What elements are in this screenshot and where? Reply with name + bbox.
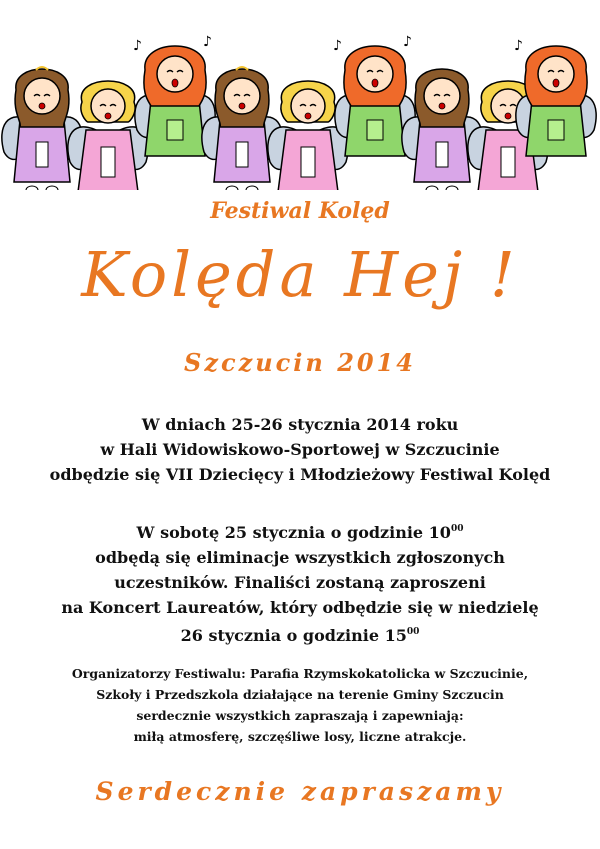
svg-text:♪: ♪ [133, 38, 142, 54]
festival-subtitle: Festiwal Kolęd [210, 198, 390, 224]
svg-text:♪: ♪ [403, 34, 412, 50]
organizers-line: Szkoły i Przedszkola działające na terenie Gminy Szczucin [96, 687, 504, 702]
organizers-line: serdecznie wszystkich zapraszają i zapewniają: [136, 708, 464, 723]
schedule-line: na Koncert Laureatów, który odbędzie się w niedzielę [61, 598, 539, 617]
closing-invitation: Serdecznie zapraszamy [95, 777, 505, 806]
organizers-paragraph [0, 663, 600, 747]
svg-text:♪: ♪ [203, 34, 212, 50]
schedule-line: odbędą się eliminacje wszystkich zgłoszonych [95, 548, 505, 567]
angel-blonde-pink-icon [268, 81, 348, 190]
angel-brown-purple-icon [2, 67, 82, 190]
schedule-line [0, 517, 600, 545]
svg-text:♪: ♪ [514, 38, 523, 54]
schedule-text: W sobotę 25 stycznia o godzinie 10 [136, 523, 451, 542]
angel-brown-purple-icon [202, 67, 282, 190]
poster-title: Kolęda Hej ! [81, 238, 519, 311]
schedule-paragraph [0, 517, 600, 648]
svg-text:♪: ♪ [333, 38, 342, 54]
intro-line: w Hali Widowiskowo-Sportowej w Szczucinie [100, 440, 500, 459]
intro-paragraph [0, 412, 600, 487]
schedule-text: 26 stycznia o godzinie 15 [180, 626, 407, 645]
angels-svg [0, 30, 600, 190]
angel-blonde-pink-icon [68, 81, 148, 190]
angel-brown-purple-icon [402, 69, 482, 190]
place-and-year: Szczucin 2014 [184, 348, 416, 377]
schedule-line [0, 620, 600, 648]
time-minutes: 00 [406, 627, 420, 637]
schedule-line: uczestników. Finaliści zostaną zaproszeni [114, 573, 486, 592]
organizers-line: miłą atmosferę, szczęśliwe losy, liczne atrakcje. [133, 729, 467, 744]
time-minutes: 00 [450, 524, 464, 534]
angel-illustration-row [0, 30, 600, 190]
intro-line: odbędzie się VII Dziecięcy i Młodzieżowy Festiwal Kolęd [49, 465, 551, 484]
intro-line: W dniach 25-26 stycznia 2014 roku [141, 415, 459, 434]
organizers-line: Organizatorzy Festiwalu: Parafia Rzymskokatolicka w Szczucinie, [71, 666, 529, 681]
